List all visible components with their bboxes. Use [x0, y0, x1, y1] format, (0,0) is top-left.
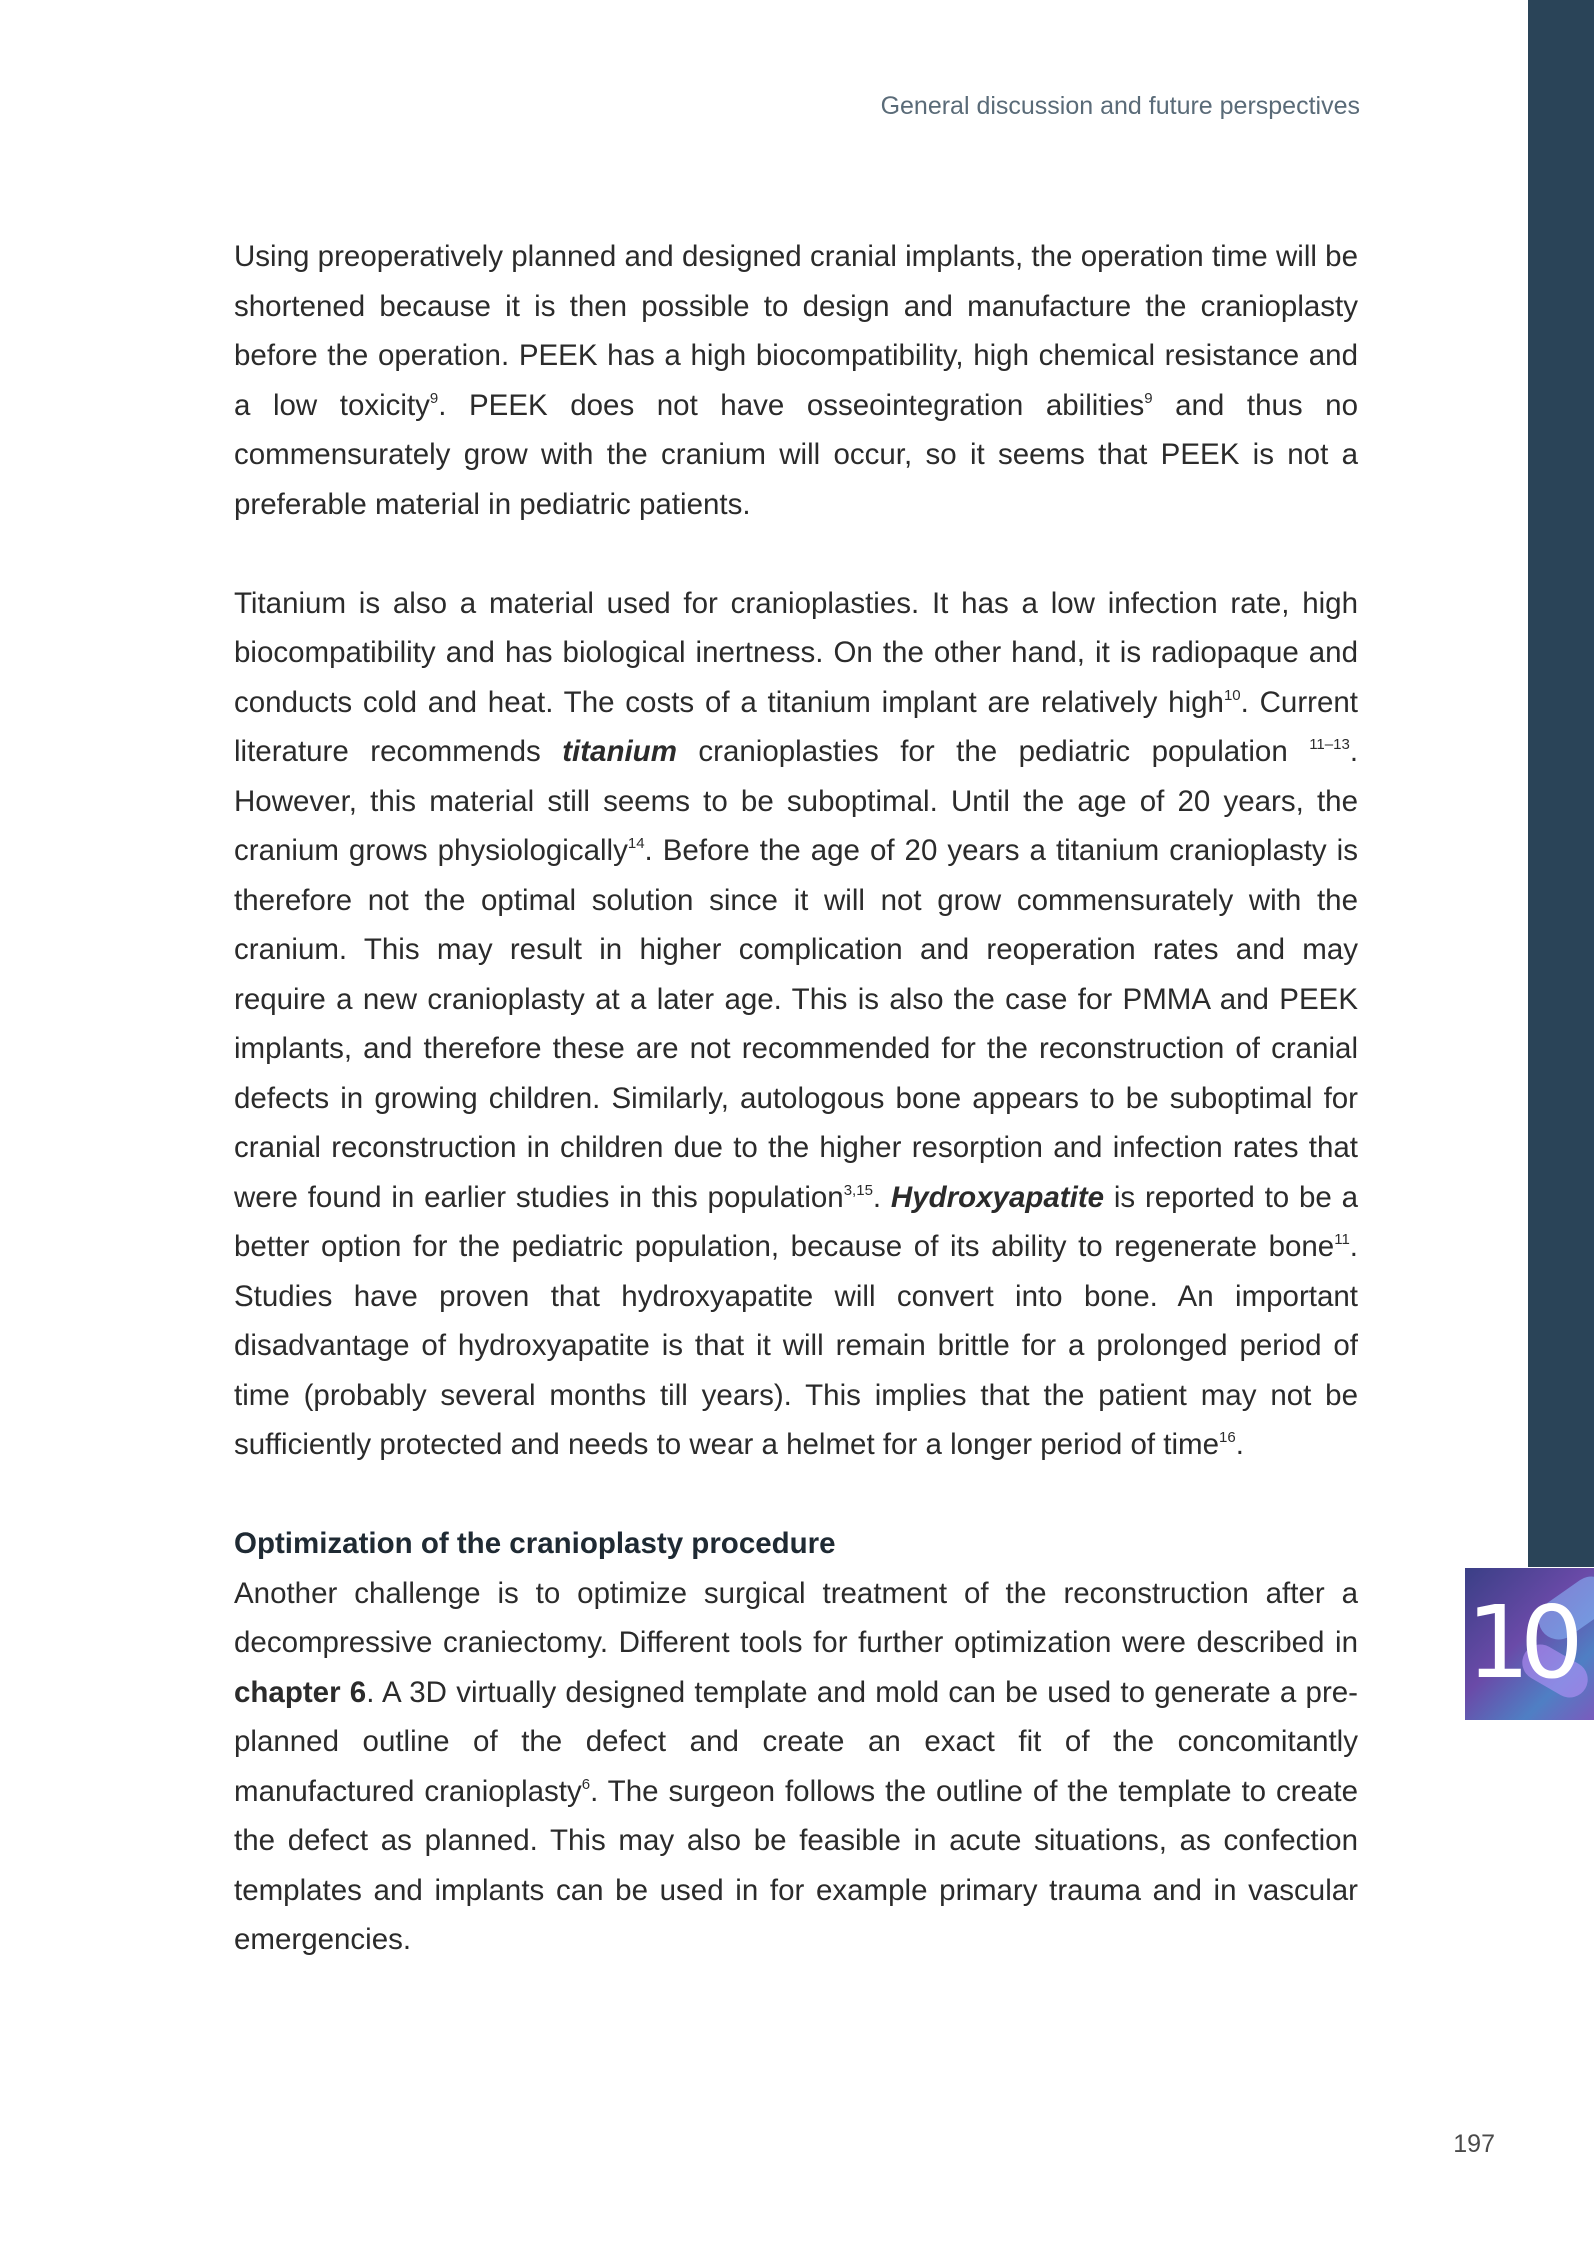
text: is reported to be a better option for the pediatric population, because of its ability to regenerate bone [234, 1180, 1359, 1263]
reference: 16 [1219, 1429, 1236, 1446]
text: . The surgeon follows the outline of the template to create the defect as planned. This may also be feasible in acute situations, as confection templates and implants can be used in for example primary trauma and in vascular emergencies. [234, 1774, 1358, 1956]
text: Using preoperatively planned and designed cranial implants, the operation time will be shortened because it is then possible to design and manufacture the cranioplasty before the operation. PEEK has a high biocompatibility, high chemical resistance and a low toxicity [234, 240, 1358, 422]
text: . [872, 1180, 891, 1214]
paragraph-optimization [234, 1569, 1358, 1965]
paragraph-titanium [234, 579, 1358, 1470]
text: . Studies have proven that hydroxyapatite will convert into bone. An important disadvantage of hydroxyapatite is that it will remain brittle for a prolonged period of time (probably several months till years). This implies that the patient may not be sufficiently protected and needs to wear a helmet for a longer period of time [234, 1230, 1358, 1461]
reference: 11–13 [1309, 736, 1350, 753]
text: . Current literature recommends [234, 685, 1358, 768]
chapter-side-bar [1528, 0, 1594, 1567]
text: . Before the age of 20 years a titanium cranioplasty is therefore not the optimal solution since it will not grow commensurately with the cranium. This may result in higher complication and reoperation rates and may require a new cranioplasty at a later age. This is also the case for PMMA and PEEK implants, and therefore these are not recommended for the reconstruction of cranial defects in growing children. Similarly, autologous bone appears to be suboptimal for cranial reconstruction in children due to the higher resorption and infection rates that were found in earlier studies in this population [234, 834, 1358, 1214]
text: . PEEK does not have osseointegration abilities [438, 388, 1145, 422]
chapter-reference: chapter 6 [234, 1675, 367, 1709]
reference: 9 [429, 389, 439, 407]
text: cranioplasties for the pediatric population [676, 735, 1310, 768]
body-text [234, 232, 1358, 1965]
chapter-number: 10 [1466, 1584, 1574, 1701]
chapter-tab [1465, 1568, 1594, 1720]
reference: 10 [1223, 686, 1241, 704]
reference: 9 [1144, 389, 1153, 407]
text: . [1235, 1428, 1244, 1461]
text: . However, this material still seems to be suboptimal. Until the age of 20 years, the cranium grows physiologically [234, 735, 1359, 867]
text: and thus no commensurately grow with the cranium will occur, so it seems that PEEK is not a preferable material in pediatric patients. [234, 388, 1358, 521]
reference: 3,15 [843, 1181, 873, 1199]
paragraph-peek [234, 232, 1358, 529]
section-heading: Optimization of the cranioplasty procedure [234, 1527, 836, 1560]
text: Another challenge is to optimize surgical treatment of the reconstruction after a decompressive craniectomy. Different tools for further optimization were described in [234, 1576, 1358, 1659]
reference: 6 [581, 1775, 591, 1793]
page-number: 197 [1453, 2130, 1495, 2158]
text: Titanium is also a material used for cranioplasties. It has a low infection rate, high biocompatibility and has biological inertness. On the other hand, it is radiopaque and conducts cold and heat. The costs of a titanium implant are relatively high [234, 586, 1358, 719]
reference: 14 [627, 835, 645, 852]
running-head: General discussion and future perspectives [880, 92, 1360, 120]
reference: 11 [1334, 1231, 1350, 1248]
text: . A 3D virtually designed template and mold can be used to generate a pre-planned outline of the defect and create an exact fit of the concomitantly manufactured cranioplasty [234, 1675, 1359, 1808]
emphasis: titanium [562, 735, 677, 768]
emphasis: Hydroxyapatite [890, 1180, 1105, 1214]
